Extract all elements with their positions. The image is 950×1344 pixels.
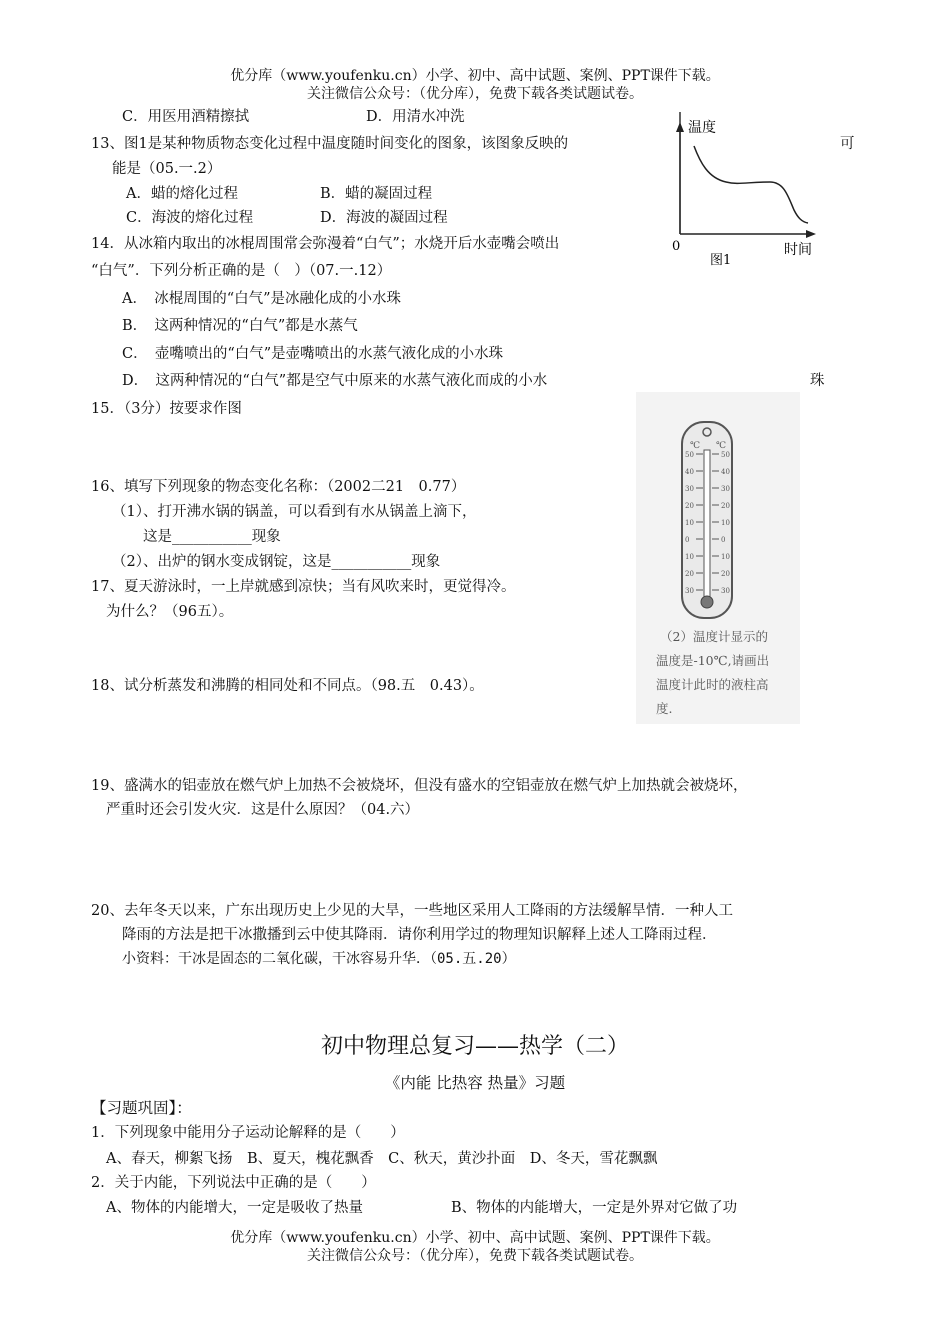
tick-label: 20 (685, 502, 694, 510)
tick-label: 40 (685, 468, 694, 476)
thermometer-drawing (636, 392, 800, 622)
unit-left: ℃ (690, 441, 701, 451)
thermometer-caption-1: （2）温度计显示的 (660, 629, 768, 644)
q13-option-c: C．海波的熔化过程 (126, 210, 254, 226)
q16-item-1b: 这是___________现象 (143, 529, 281, 545)
p1-options: A、春天，柳絮飞扬 B、夏天，槐花飘香 C、秋天，黄沙扑面 D、冬天，雪花飘飘 (106, 1151, 658, 1167)
unit-right: ℃ (716, 441, 727, 451)
tick-label: 30 (685, 587, 694, 595)
header-line-1: 优分库（www.youfenku.cn）小学、初中、高中试题、案例、PPT课件下载。 (230, 68, 720, 84)
tick-label: 20 (721, 570, 730, 578)
q20-stem-line-2: 降雨的方法是把干冰撒播到云中使其降雨．请你利用学过的物理知识解释上述人工降雨过程． (122, 927, 717, 943)
q13-option-d: D．海波的凝固过程 (320, 210, 448, 226)
q19-stem-line-2: 严重时还会引发火灾．这是什么原因？（04.六） (106, 802, 420, 818)
tick-label: 50 (721, 451, 730, 459)
tick-label: 40 (721, 468, 730, 476)
y-axis-label: 温度 (688, 120, 716, 136)
x-axis-label: 时间 (784, 242, 812, 258)
p1-stem: 1．下列现象中能用分子运动论解释的是（ ） (91, 1125, 405, 1141)
footer-line-1: 优分库（www.youfenku.cn）小学、初中、高中试题、案例、PPT课件下载。 (230, 1230, 720, 1246)
q16-stem: 16、填写下列现象的物态变化名称：（2002二21 0.77） (91, 479, 466, 495)
thermometer-caption-2: 温度是-10℃,请画出 (656, 653, 770, 668)
q20-stem-line-1: 20、去年冬天以来，广东出现历史上少见的大旱，一些地区采用人工降雨的方法缓解旱情．一种人工 (91, 903, 733, 919)
q13-option-b: B．蜡的凝固过程 (320, 186, 433, 202)
footer-line-2: 关注微信公众号：（优分库），免费下载各类试题试卷。 (307, 1248, 643, 1264)
y-axis-arrow (676, 122, 684, 132)
q17-stem-line-2: 为什么？（96五）。 (106, 604, 234, 620)
q13-stem-line-2: 能是（05.一.2） (112, 161, 222, 177)
q12-option-c: C．用医用酒精擦拭 (122, 109, 250, 125)
x-axis-arrow (806, 230, 816, 238)
q14-option-d: D． 这两种情况的“白气”都是空气中原来的水蒸气液化而成的小水 (122, 373, 548, 389)
tick-label: 10 (685, 553, 694, 561)
tick-label: 0 (685, 536, 690, 544)
thermometer-caption-3: 温度计此时的液柱高 (656, 677, 769, 692)
q14-option-d-end: 珠 (810, 373, 825, 389)
q14-option-c: C． 壶嘴喷出的“白气”是壶嘴喷出的水蒸气液化成的小水珠 (122, 346, 504, 362)
thermometer-caption-4: 度. (656, 701, 673, 716)
q15-stem: 15．（3分）按要求作图 (91, 401, 242, 417)
tick-label: 30 (721, 485, 730, 493)
tick-label: 30 (685, 485, 694, 493)
tick-label: 20 (721, 502, 730, 510)
q14-option-b: B． 这两种情况的“白气”都是水蒸气 (122, 318, 358, 334)
q12-option-d: D．用清水冲洗 (366, 109, 465, 125)
figure-1-graph (660, 112, 830, 272)
q14-stem-line-1: 14．从冰箱内取出的冰棍周围常会弥漫着“白气”；水烧开后水壶嘴会喷出 (91, 236, 560, 252)
origin-label: 0 (672, 239, 681, 254)
tick-label: 50 (685, 451, 694, 459)
tick-label: 0 (721, 536, 726, 544)
section-label: 【习题巩固】： (91, 1099, 192, 1117)
q13-option-a: A．蜡的熔化过程 (126, 186, 238, 202)
q16-item-1a: （1）、打开沸水锅的锅盖，可以看到有水从锅盖上滴下， (112, 504, 477, 520)
tick-label: 10 (721, 519, 730, 527)
tick-label: 10 (685, 519, 694, 527)
q14-stem-line-2: “白气”．下列分析正确的是（ ）（07.一.12） (91, 263, 392, 279)
tick-label: 10 (721, 553, 730, 561)
p2-option-a: A、物体的内能增大，一定是吸收了热量 (106, 1200, 363, 1216)
q17-stem-line-1: 17、夏天游泳时，一上岸就感到凉快；当有风吹来时，更觉得冷。 (91, 579, 516, 595)
bulb (701, 596, 713, 608)
p2-option-b: B、物体的内能增大，一定是外界对它做了功 (451, 1200, 738, 1216)
p2-stem: 2．关于内能，下列说法中正确的是（ ） (91, 1175, 376, 1191)
q19-stem-line-1: 19、盛满水的铝壶放在燃气炉上加热不会被烧坏，但没有盛水的空铝壶放在燃气炉上加热就会被烧坏， (91, 778, 748, 794)
tick-label: 30 (721, 587, 730, 595)
glass-tube (704, 450, 710, 598)
thermometer-figure (636, 392, 800, 724)
q13-stem-end: 可 (840, 136, 855, 152)
section-title: 初中物理总复习——热学（二） (320, 1034, 629, 1059)
q13-stem-line-1: 13、图1是某种物质物态变化过程中温度随时间变化的图象，该图象反映的 (91, 136, 569, 152)
temperature-curve (694, 146, 808, 223)
section-subtitle: 《内能 比热容 热量》习题 (384, 1074, 566, 1092)
figure-caption: 图1 (710, 253, 732, 268)
q20-stem-line-3: 小资料：干冰是固态的二氧化碳，干冰容易升华．（05.五.20） (122, 951, 516, 967)
tick-label: 20 (685, 570, 694, 578)
header-line-2: 关注微信公众号：（优分库），免费下载各类试题试卷。 (307, 86, 643, 102)
q18-stem: 18、试分析蒸发和沸腾的相同处和不同点。（98.五 0.43）。 (91, 678, 484, 694)
q16-item-2: （2）、出炉的钢水变成钢锭，这是___________现象 (112, 554, 441, 570)
q14-option-a: A． 冰棍周围的“白气”是冰融化成的小水珠 (122, 291, 402, 307)
